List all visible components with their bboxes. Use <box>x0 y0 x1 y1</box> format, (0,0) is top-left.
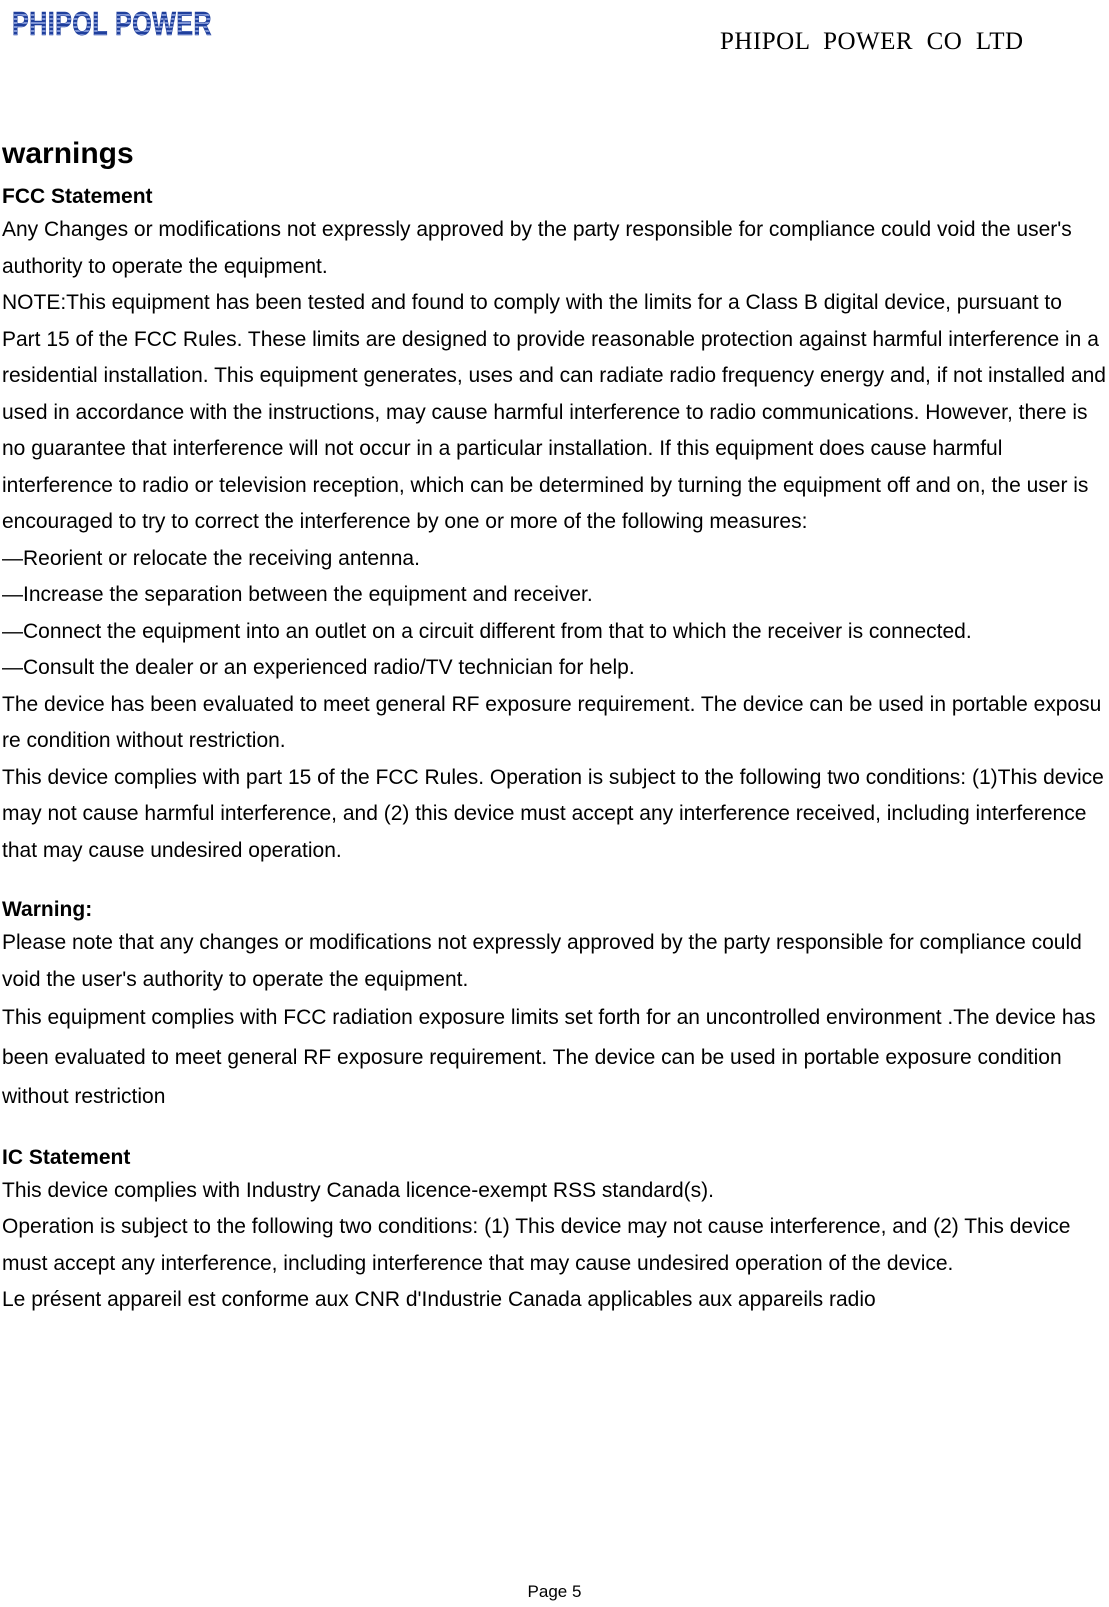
fcc-heading: FCC Statement <box>2 185 153 208</box>
ic-paragraph-conditions: Operation is subject to the following two conditions: (1) This device may not cause interference, and (2) This device must accept any interference, including interference that may cause undesired operation of the device. <box>2 1215 1071 1275</box>
warning-paragraph-changes: Please note that any changes or modifications not expressly approved by the party responsible for compliance could void the user's authority to operate the equipment. <box>2 931 1082 991</box>
logo-graphic <box>10 4 215 42</box>
fcc-measure: —Connect the equipment into an outlet on a circuit different from that to which the receiver is connected. <box>2 619 972 643</box>
spacer <box>2 869 1106 895</box>
document-body <box>2 136 1106 1319</box>
fcc-paragraph-rf-exposure: The device has been evaluated to meet general RF exposure requirement. The device can be used in portable exposure condition without restriction. <box>2 692 1102 752</box>
spacer <box>2 1117 1106 1143</box>
ic-paragraph-rss: This device complies with Industry Canada licence-exempt RSS standard(s). <box>2 1178 714 1202</box>
company-logo <box>10 4 215 42</box>
fcc-paragraph-note: NOTE:This equipment has been tested and found to comply with the limits for a Class B digital device, pursuant to Part 15 of the FCC Rules. These limits are designed to provide reasonable protection against harmful interference in a residential installation. This equipment generates, uses and can radiate radio frequency energy and, if not installed and used in accordance with the instructions, may cause harmful interference to radio communications. However, there is no guarantee that interference will not occur in a particular installation. If this equipment does cause harmful interference to radio or television reception, which can be determined by turning the equipment off and on, the user is encouraged to try to correct the interference by one or more of the following measures: <box>2 291 1106 533</box>
warning-heading: Warning: <box>2 898 93 921</box>
fcc-paragraph-part15: This device complies with part 15 of the FCC Rules. Operation is subject to the following two conditions: (1)This device may not cause harmful interference, and (2) this device must accept any interference received, including interference that may cause undesired operation. <box>2 765 1104 862</box>
fcc-measure: —Reorient or relocate the receiving antenna. <box>2 546 420 570</box>
ic-heading: IC Statement <box>2 1145 131 1169</box>
company-name: PHIPOL POWER CO LTD <box>720 28 1024 55</box>
fcc-paragraph-changes: Any Changes or modifications not expressly approved by the party responsible for compliance could void the user's authority to operate the equipment. <box>2 218 1072 278</box>
ic-paragraph-french: Le présent appareil est conforme aux CNR d'Industrie Canada applicables aux appareils radio <box>2 1288 876 1311</box>
fcc-measure: —Consult the dealer or an experienced radio/TV technician for help. <box>2 656 635 679</box>
page-number: Page 5 <box>527 1582 582 1601</box>
fcc-measure: —Increase the separation between the equipment and receiver. <box>2 583 593 606</box>
warning-paragraph-radiation: This equipment complies with FCC radiation exposure limits set forth for an uncontrolled environment .The device has been evaluated to meet general RF exposure requirement. The device can be used in portable exposure condition without restriction <box>2 1006 1096 1108</box>
logo-wordmark: PHIPOL POWER <box>12 5 212 42</box>
page-title: warnings <box>2 137 134 170</box>
